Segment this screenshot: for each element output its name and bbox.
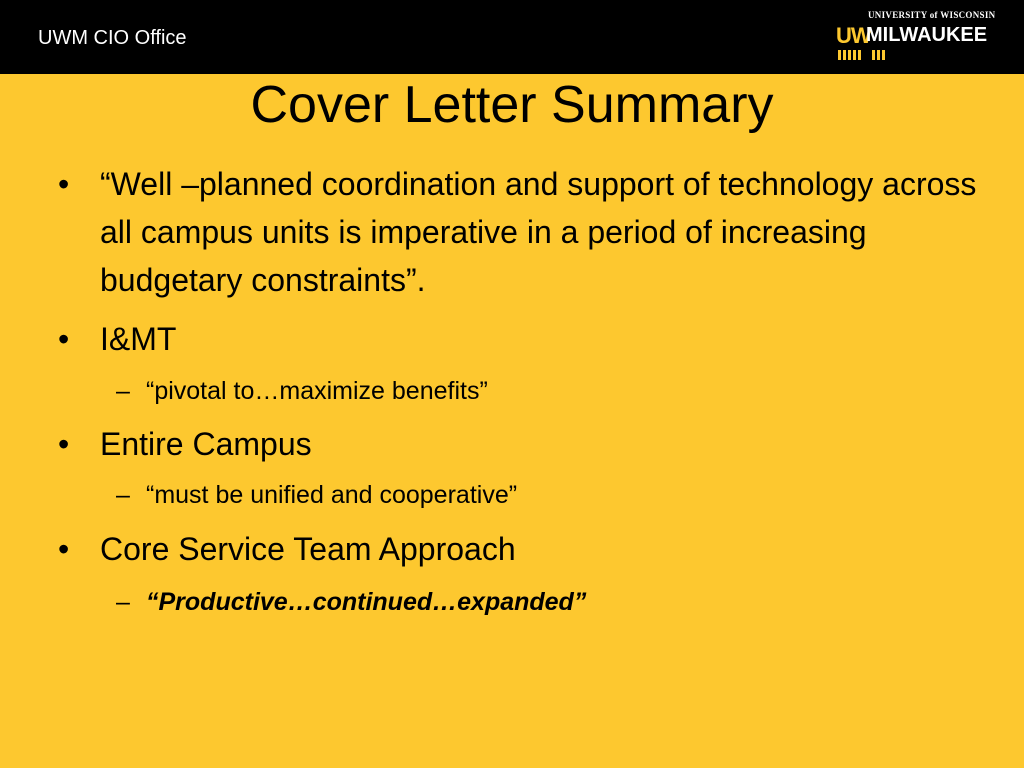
bullet-marker: • <box>58 321 70 357</box>
header-bar <box>0 0 1024 74</box>
org-name: UWM CIO Office <box>38 27 187 49</box>
bullet-marker: • <box>58 531 70 567</box>
sub-bullet-marker: – <box>116 588 130 616</box>
bullet-marker: • <box>58 166 70 202</box>
sub-bullet-marker: – <box>116 481 130 509</box>
uwm-logo <box>836 10 1000 64</box>
sub-bullet-marker: – <box>116 377 130 405</box>
sub-bullet-text: “pivotal to…maximize benefits” <box>146 377 488 405</box>
bullet-text: “Well –planned coordination and support of technology across all campus units is imperative in a period of increasing budgetary constraints”. <box>100 166 977 298</box>
sub-bullet-text-emphasis: “Productive…continued…expanded” <box>146 588 587 616</box>
logo-bars-icon <box>838 50 898 60</box>
bullet-text: Entire Campus <box>100 426 312 462</box>
bullet-text: Core Service Team Approach <box>100 531 516 567</box>
bullet-text: I&MT <box>100 321 177 357</box>
bullet-marker: • <box>58 426 70 462</box>
sub-bullet-text: “must be unified and cooperative” <box>146 481 518 509</box>
logo-uw-text: UW <box>836 23 871 48</box>
logo-milwaukee-text: MILWAUKEE <box>866 24 988 46</box>
logo-university-text: UNIVERSITY of WISCONSIN <box>868 10 996 20</box>
slide-title: Cover Letter Summary <box>250 76 774 134</box>
bullet-item <box>58 160 978 310</box>
